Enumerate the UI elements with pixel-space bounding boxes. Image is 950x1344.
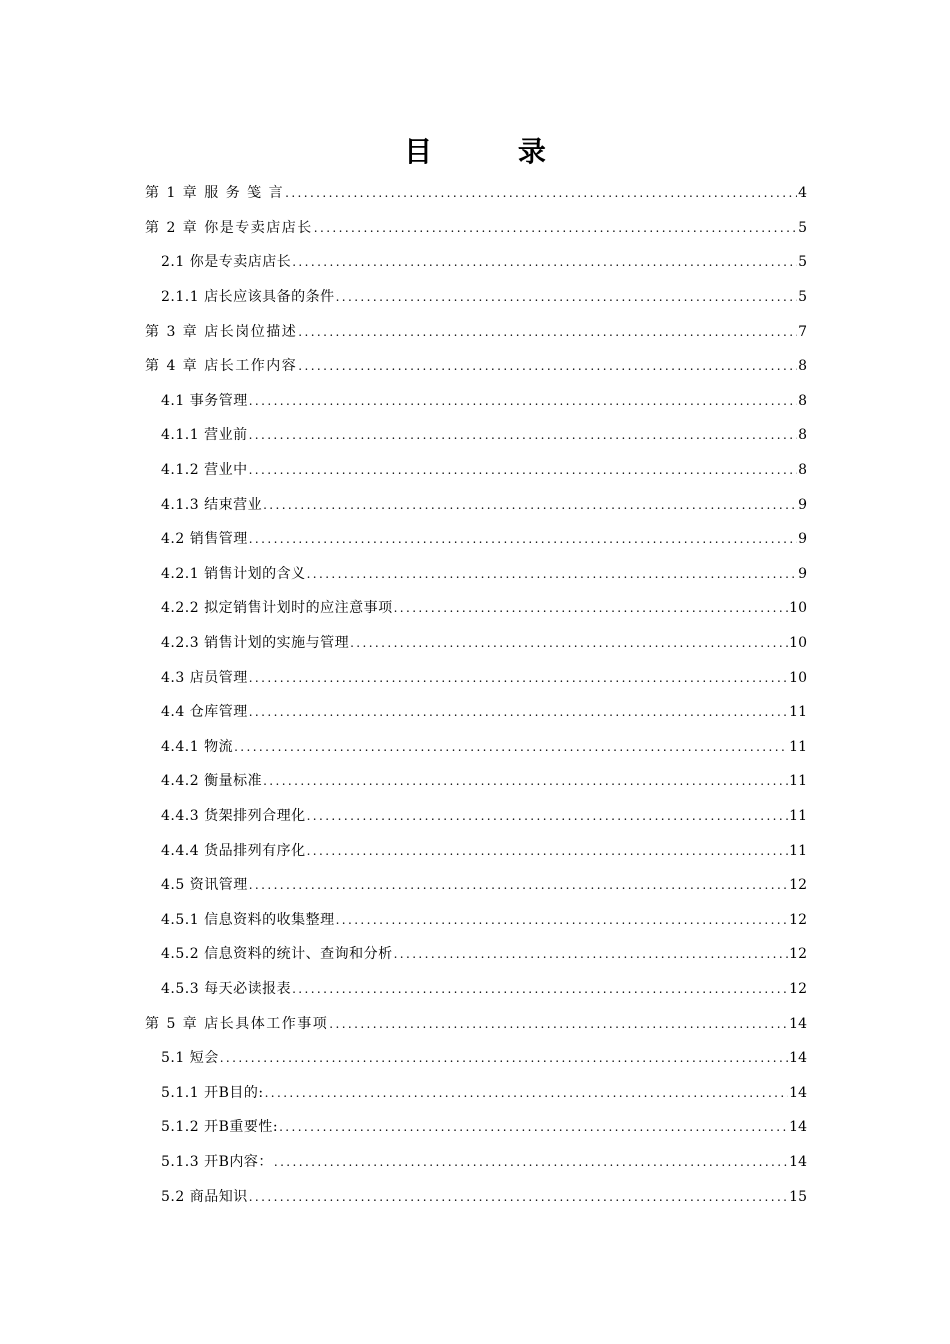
- toc-entry[interactable]: [145, 522, 807, 557]
- toc-entry-title: 4.4.3 货架排列合理化: [161, 807, 306, 824]
- toc-title: 目 录: [404, 135, 584, 168]
- toc-entry-title: 4.3 店员管理: [161, 669, 248, 686]
- toc-dot-leader: [336, 910, 789, 930]
- toc-entry-title: 5.1 短会: [161, 1050, 219, 1067]
- toc-entry-title: 第 3 章 店长岗位描述: [145, 323, 298, 340]
- toc-dot-leader: [263, 771, 788, 791]
- toc-entry-page-number: 14: [789, 1015, 807, 1032]
- toc-entry-title: 第 4 章 店长工作内容: [145, 358, 298, 375]
- toc-dot-leader: [336, 287, 798, 307]
- toc-entry-title: 4.5.2 信息资料的统计、查询和分析: [161, 946, 393, 963]
- toc-dot-leader: [249, 529, 797, 549]
- toc-entry-title: 4.4.4 货品排列有序化: [161, 842, 306, 859]
- toc-entry-title: 4.1.2 营业中: [161, 462, 248, 479]
- toc-dot-leader: [285, 183, 797, 203]
- toc-entry[interactable]: [145, 626, 807, 661]
- toc-entry-page-number: 11: [789, 738, 807, 755]
- toc-entry-page-number: 14: [789, 1084, 807, 1101]
- toc-entry-page-number: 8: [798, 358, 807, 375]
- toc-entry-title: 5.1.2 开B重要性:: [161, 1119, 279, 1136]
- toc-dot-leader: [329, 1014, 788, 1034]
- toc-entry[interactable]: [145, 1075, 807, 1110]
- toc-entry-page-number: 8: [798, 427, 807, 444]
- toc-entry[interactable]: [145, 730, 807, 765]
- toc-entry-page-number: 12: [789, 911, 807, 928]
- toc-entry[interactable]: [145, 695, 807, 730]
- toc-entry-title: 4.5 资讯管理: [161, 877, 248, 894]
- toc-dot-leader: [298, 356, 797, 376]
- toc-dot-leader: [249, 875, 788, 895]
- toc-dot-leader: [394, 598, 789, 618]
- toc-entry-page-number: 10: [789, 600, 807, 617]
- toc-entry-page-number: 5: [798, 254, 807, 271]
- toc-entry[interactable]: [145, 1110, 807, 1145]
- toc-entry[interactable]: [145, 418, 807, 453]
- toc-entry[interactable]: [145, 384, 807, 419]
- toc-entry[interactable]: [145, 902, 807, 937]
- toc-entry[interactable]: [145, 280, 807, 315]
- toc-entry[interactable]: [145, 937, 807, 972]
- toc-entry-page-number: 9: [798, 496, 807, 513]
- toc-entry-title: 4.2 销售管理: [161, 531, 248, 548]
- toc-dot-leader: [298, 322, 797, 342]
- toc-entry-title: 4.5.3 每天必读报表: [161, 980, 292, 997]
- toc-dot-leader: [263, 495, 797, 515]
- toc-dot-leader: [314, 218, 797, 238]
- toc-entry-page-number: 14: [789, 1119, 807, 1136]
- toc-entry-page-number: 11: [789, 807, 807, 824]
- toc-entry-title: 4.5.1 信息资料的收集整理: [161, 911, 335, 928]
- toc-entry-page-number: 10: [789, 669, 807, 686]
- toc-entry[interactable]: [145, 868, 807, 903]
- toc-entry[interactable]: [145, 833, 807, 868]
- toc-dot-leader: [249, 391, 797, 411]
- toc-dot-leader: [307, 806, 789, 826]
- toc-dot-leader: [249, 702, 788, 722]
- toc-entry-title: 4.1 事务管理: [161, 392, 248, 409]
- toc-entry-page-number: 7: [798, 323, 807, 340]
- toc-entry-page-number: 8: [798, 392, 807, 409]
- toc-entry-title: 4.4.1 物流: [161, 738, 234, 755]
- toc-entry-title: 4.2.3 销售计划的实施与管理: [161, 635, 350, 652]
- toc-entry[interactable]: [145, 799, 807, 834]
- toc-entry[interactable]: [145, 211, 807, 246]
- toc-entry-page-number: 8: [798, 462, 807, 479]
- toc-entry[interactable]: [145, 660, 807, 695]
- toc-entry-title: 第 5 章 店长具体工作事项: [145, 1015, 329, 1032]
- toc-entry-page-number: 4: [798, 185, 807, 202]
- toc-entry-page-number: 9: [798, 565, 807, 582]
- toc-dot-leader: [350, 633, 788, 653]
- toc-entry[interactable]: [145, 764, 807, 799]
- toc-entry-title: 4.4.2 衡量标准: [161, 773, 263, 790]
- toc-entry[interactable]: [145, 1179, 807, 1214]
- toc-entry-title: 4.1.3 结束营业: [161, 496, 263, 513]
- toc-entry-title: 4.2.1 销售计划的含义: [161, 565, 306, 582]
- toc-entry-page-number: 14: [789, 1050, 807, 1067]
- toc-entry-page-number: 12: [789, 877, 807, 894]
- toc-entry[interactable]: [145, 314, 807, 349]
- toc-entry-page-number: 9: [798, 531, 807, 548]
- toc-entry[interactable]: [145, 972, 807, 1007]
- toc-dot-leader: [234, 737, 788, 757]
- toc-entry-page-number: 11: [789, 704, 807, 721]
- toc-dot-leader: [279, 1117, 788, 1137]
- toc-dot-leader: [249, 425, 798, 445]
- toc-entry-page-number: 11: [789, 842, 807, 859]
- toc-entry[interactable]: [145, 453, 807, 488]
- toc-entry-page-number: 5: [798, 289, 807, 306]
- toc-list: [145, 176, 807, 1214]
- toc-dot-leader: [292, 979, 788, 999]
- toc-entry[interactable]: [145, 487, 807, 522]
- toc-dot-leader: [249, 1187, 788, 1207]
- toc-entry[interactable]: [145, 1145, 807, 1180]
- toc-entry[interactable]: [145, 245, 807, 280]
- toc-entry-title: 4.4 仓库管理: [161, 704, 248, 721]
- toc-dot-leader: [265, 1083, 789, 1103]
- toc-entry[interactable]: [145, 1006, 807, 1041]
- toc-dot-leader: [220, 1048, 788, 1068]
- toc-dot-leader: [394, 944, 789, 964]
- toc-dot-leader: [249, 668, 788, 688]
- toc-entry[interactable]: [145, 1041, 807, 1076]
- toc-entry-page-number: 12: [789, 980, 807, 997]
- toc-entry-page-number: 5: [798, 219, 807, 236]
- toc-entry-page-number: 14: [789, 1153, 807, 1170]
- toc-entry[interactable]: [145, 176, 807, 211]
- toc-entry-page-number: 15: [789, 1188, 807, 1205]
- toc-dot-leader: [307, 841, 789, 861]
- toc-entry-title: 5.1.1 开B目的:: [161, 1084, 264, 1101]
- toc-entry-title: 4.2.2 拟定销售计划时的应注意事项: [161, 600, 393, 617]
- toc-dot-leader: [307, 564, 798, 584]
- toc-dot-leader: [249, 460, 798, 480]
- toc-entry-title: 5.2 商品知识: [161, 1188, 248, 1205]
- toc-dot-leader: [274, 1152, 788, 1172]
- toc-entry-title: 5.1.3 开B内容：: [161, 1153, 273, 1170]
- toc-entry-title: 第 2 章 你是专卖店店长: [145, 219, 313, 236]
- toc-entry-page-number: 10: [789, 635, 807, 652]
- toc-entry-title: 2.1 你是专卖店店长: [161, 254, 292, 271]
- toc-entry[interactable]: [145, 591, 807, 626]
- toc-entry[interactable]: [145, 349, 807, 384]
- toc-entry-title: 第 1 章 服 务 笺 言: [145, 185, 285, 202]
- toc-entry-title: 2.1.1 店长应该具备的条件: [161, 289, 335, 306]
- toc-entry-title: 4.1.1 营业前: [161, 427, 248, 444]
- toc-entry[interactable]: [145, 557, 807, 592]
- toc-entry-page-number: 11: [789, 773, 807, 790]
- toc-entry-page-number: 12: [789, 946, 807, 963]
- toc-dot-leader: [292, 252, 797, 272]
